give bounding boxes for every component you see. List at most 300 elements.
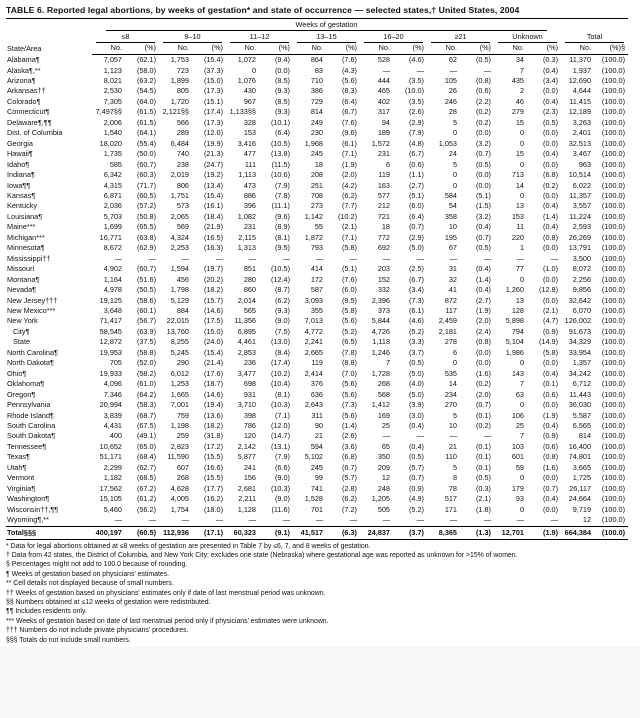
count-cell: 12 <box>381 473 390 483</box>
percent-cell: (100.0) <box>601 358 626 368</box>
count-cell: 5,587 <box>572 410 592 420</box>
count-cell: 290 <box>176 358 189 368</box>
count-cell: 1,246 <box>371 347 390 357</box>
count-cell: 12,189 <box>568 107 592 117</box>
count-cell: 16,771 <box>99 232 122 242</box>
percent-cell: (100.0) <box>601 243 626 253</box>
table-row <box>6 66 628 76</box>
percent-cell: (6.6) <box>274 462 290 472</box>
count-cell: 1,699 <box>103 222 122 232</box>
table-row <box>6 285 628 295</box>
percent-column-header: (%)§ <box>597 43 628 55</box>
state-name: Virginia¶ <box>7 483 36 493</box>
count-cell: 231 <box>243 222 256 232</box>
percent-cell: (7.9) <box>408 128 424 138</box>
percent-cell: (0.0) <box>475 170 491 180</box>
percent-cell: (0.4) <box>543 65 559 75</box>
count-cell: 2,065 <box>170 211 189 221</box>
percent-cell: (100.0) <box>601 201 626 211</box>
percent-cell: (5.6) <box>341 379 357 389</box>
percent-cell: (13.0) <box>270 337 290 347</box>
percent-cell: (9.1) <box>262 526 293 539</box>
percent-cell: (10.4) <box>270 379 290 389</box>
state-name: Alaska¶,** <box>7 65 41 75</box>
count-cell: 4,096 <box>103 379 122 389</box>
percent-cell: (2.0) <box>341 170 357 180</box>
percent-cell: (0.7) <box>475 232 491 242</box>
percent-cell: (100.0) <box>601 65 626 75</box>
percent-cell: (71.7) <box>136 180 156 190</box>
count-cell: 236 <box>243 358 256 368</box>
count-cell: 5,104 <box>505 337 524 347</box>
count-cell: 77 <box>515 264 524 274</box>
percent-cell: — <box>483 431 491 441</box>
table-row <box>6 358 628 368</box>
percent-cell: (7.3) <box>408 295 424 305</box>
count-cell: 1,986 <box>505 347 524 357</box>
percent-cell: (0.6) <box>543 441 559 451</box>
percent-cell: (5.7) <box>408 462 424 472</box>
footnote: * Data for legal abortions obtained at ≤8 weeks of gestation are presented in Table 7 by ≤6, 7, and 8 weeks of gestation. <box>6 542 371 550</box>
count-cell: 24,664 <box>568 494 592 504</box>
count-cell: — <box>382 515 390 525</box>
header-spacer <box>561 19 628 32</box>
percent-cell: (0.4) <box>543 420 559 430</box>
percent-cell: (100.0) <box>601 285 626 295</box>
count-cell: 6,565 <box>572 420 592 430</box>
count-cell: 332 <box>377 285 390 295</box>
count-cell: 156 <box>243 473 256 483</box>
count-cell: 2,142 <box>237 441 256 451</box>
percent-cell: (15.5) <box>203 452 223 462</box>
state-name: Total§§§ <box>6 526 92 539</box>
table-row <box>6 411 628 421</box>
count-cell: — <box>382 431 390 441</box>
percent-cell: (100.0) <box>601 170 626 180</box>
count-cell: 1,937 <box>572 65 592 75</box>
percent-cell: (54.5) <box>136 86 156 96</box>
percent-cell: (63.9) <box>136 326 156 336</box>
percent-cell: (9.6) <box>274 211 290 221</box>
percent-cell: (8.3) <box>341 86 357 96</box>
count-cell: 7 <box>385 358 390 368</box>
percent-cell: (15.5) <box>203 473 223 483</box>
percent-cell: (9.0) <box>274 316 290 326</box>
state-name: City¶ <box>13 326 30 336</box>
count-cell: 585 <box>109 159 122 169</box>
count-cell: 9,719 <box>572 504 592 514</box>
percent-cell: (18.7) <box>203 379 223 389</box>
percent-cell: (15.4) <box>203 55 223 65</box>
percent-cell: (2.1) <box>475 494 491 504</box>
count-cell: 16,400 <box>568 441 592 451</box>
percent-cell: (49.1) <box>136 431 156 441</box>
percent-cell: (8.8) <box>341 358 357 368</box>
percent-cell: (6.4) <box>341 96 357 106</box>
count-cell: — <box>248 253 256 263</box>
percent-cell: (61.5) <box>136 117 156 127</box>
percent-cell: (0.0) <box>543 473 559 483</box>
state-name: New Jersey††† <box>7 295 58 305</box>
percent-cell: (100.0) <box>601 420 626 430</box>
percent-cell: (15.1) <box>203 96 223 106</box>
footnotes <box>6 542 634 645</box>
percent-cell: (6.2) <box>341 494 357 504</box>
count-cell: 14 <box>448 379 457 389</box>
percent-cell: (0.5) <box>475 159 491 169</box>
count-cell: 7,305 <box>103 96 122 106</box>
percent-cell: (100.0) <box>601 96 626 106</box>
percent-cell: (9.3) <box>274 107 290 117</box>
count-cell: 864 <box>310 55 323 65</box>
count-cell: 806 <box>176 180 189 190</box>
percent-cell: (6.4) <box>274 128 290 138</box>
percent-cell: (18.4) <box>203 211 223 221</box>
table-row <box>6 233 628 243</box>
count-cell: 8,255 <box>170 337 189 347</box>
percent-cell: — <box>148 253 156 263</box>
count-cell: 33,954 <box>568 347 592 357</box>
count-cell: 851 <box>243 264 256 274</box>
percent-column-header: (%) <box>195 43 226 55</box>
percent-cell: (0.7) <box>408 473 424 483</box>
count-cell: 3,648 <box>103 305 122 315</box>
percent-cell: (2.1) <box>543 305 559 315</box>
percent-cell: (100.0) <box>601 410 626 420</box>
count-cell: 21 <box>314 431 323 441</box>
percent-cell: (4.6) <box>408 316 424 326</box>
percent-cell: (3.2) <box>475 138 491 148</box>
count-cell: 8,021 <box>103 76 122 86</box>
percent-cell: (9.5) <box>274 243 290 253</box>
count-cell: 63 <box>515 389 524 399</box>
count-cell: 83 <box>314 65 323 75</box>
count-cell: 11,415 <box>569 96 592 106</box>
percent-cell: (58.0) <box>136 65 156 75</box>
percent-cell: (37.3) <box>203 65 223 75</box>
table-row <box>6 160 628 170</box>
table-row <box>6 222 628 232</box>
count-cell: 1,798 <box>170 285 189 295</box>
no-column-header: No. <box>360 43 396 55</box>
count-cell: 1,968 <box>304 138 323 148</box>
table-row <box>6 254 628 264</box>
count-cell: 786 <box>243 420 256 430</box>
count-cell: 2,396 <box>371 295 390 305</box>
count-cell: 350 <box>377 452 390 462</box>
percent-cell: (100.0) <box>601 138 626 148</box>
percent-cell: (6.2) <box>274 295 290 305</box>
percent-cell: — <box>282 253 290 263</box>
percent-cell: (58.3) <box>136 400 156 410</box>
percent-cell: (17.2) <box>203 441 223 451</box>
percent-cell: — <box>349 253 357 263</box>
state-name: Maine*** <box>7 222 36 232</box>
percent-cell: (1.4) <box>341 420 357 430</box>
no-column-header: No. <box>92 43 128 55</box>
count-cell: 245 <box>310 149 323 159</box>
percent-cell: (1.9) <box>530 526 561 539</box>
percent-cell: — <box>416 431 424 441</box>
percent-cell: (9.3) <box>274 86 290 96</box>
percent-cell: (0.1) <box>475 441 491 451</box>
count-cell: 128 <box>511 305 524 315</box>
count-cell: 11,357 <box>569 191 592 200</box>
weeks-of-gestation-label: Weeks of gestation <box>106 19 547 31</box>
count-cell: 7,346 <box>103 389 122 399</box>
no-column-header: No. <box>293 43 329 55</box>
count-cell: 4,644 <box>572 86 592 96</box>
percent-cell: (0.4) <box>543 222 559 232</box>
count-cell: 34,329 <box>568 337 592 347</box>
count-cell: 241 <box>243 462 256 472</box>
percent-cell: (5.6) <box>341 76 357 86</box>
percent-cell: — <box>215 515 223 525</box>
count-cell: 477 <box>243 149 256 159</box>
count-cell: 3,416 <box>237 138 256 148</box>
percent-cell: (16.3) <box>203 243 223 253</box>
percent-cell: (58.2) <box>136 368 156 378</box>
count-cell: 1 <box>519 243 524 253</box>
percent-cell: (50.8) <box>136 211 156 221</box>
count-cell: 566 <box>176 117 189 127</box>
table-row <box>6 390 628 400</box>
percent-cell: (62.9) <box>136 243 156 253</box>
count-cell: 171 <box>444 504 457 514</box>
percent-cell: (1.1) <box>408 170 424 180</box>
state-name: Montana¶ <box>7 274 40 284</box>
count-cell: 0 <box>452 180 457 190</box>
percent-cell: (100.0) <box>601 316 626 326</box>
count-cell: 12 <box>582 515 592 525</box>
table-row <box>6 505 628 515</box>
count-cell: 721 <box>377 211 390 221</box>
percent-cell: (56.2) <box>136 504 156 514</box>
table-row <box>6 76 628 86</box>
percent-cell: (52.0) <box>136 358 156 368</box>
percent-column-header: (%) <box>128 43 159 55</box>
count-cell: 24 <box>448 149 457 159</box>
percent-cell: (60.5) <box>136 191 156 200</box>
percent-column-header: (%) <box>463 43 494 55</box>
count-cell: — <box>449 65 457 75</box>
percent-cell: (17.1) <box>195 526 226 539</box>
count-cell: 231 <box>377 149 390 159</box>
percent-cell: (7.1) <box>274 410 290 420</box>
count-cell: 11 <box>516 222 524 232</box>
state-name: Nevada¶ <box>7 285 37 295</box>
count-cell: 106 <box>511 410 524 420</box>
percent-cell: (0.1) <box>475 410 491 420</box>
percent-cell: (7.6) <box>341 117 357 127</box>
count-cell: 1,118 <box>372 337 390 347</box>
percent-cell: — <box>550 515 559 525</box>
table-row <box>6 306 628 316</box>
count-cell: 5 <box>452 117 457 127</box>
percent-cell: (100.0) <box>601 86 626 96</box>
percent-cell: (0.0) <box>475 180 491 190</box>
count-cell: 430 <box>243 86 256 96</box>
percent-cell: (0.4) <box>543 149 559 159</box>
count-cell: 2,014 <box>237 295 256 305</box>
percent-cell: (17.6) <box>203 368 223 378</box>
table-row <box>6 118 628 128</box>
percent-cell: (100.0) <box>601 305 626 315</box>
percent-cell: (3.7) <box>408 347 424 357</box>
percent-cell: (10.6) <box>270 170 290 180</box>
table-row <box>6 191 628 201</box>
percent-cell: (0.0) <box>543 358 559 368</box>
percent-cell: (68.7) <box>136 410 156 420</box>
percent-cell: (60.7) <box>136 159 156 169</box>
percent-cell: (67.2) <box>136 483 156 493</box>
percent-cell: (8.7) <box>274 285 290 295</box>
count-cell: 51,171 <box>99 452 122 462</box>
percent-cell: (0.6) <box>543 389 559 399</box>
state-name: Mississippi†† <box>7 253 51 263</box>
table-row <box>6 264 628 274</box>
count-cell: 2,853 <box>237 347 256 357</box>
count-cell: 8 <box>452 473 457 483</box>
percent-cell: (13.1) <box>270 441 290 451</box>
percent-cell: — <box>550 253 559 263</box>
table-row <box>6 107 628 117</box>
count-cell: 444 <box>377 76 390 86</box>
percent-cell: (5.6) <box>341 389 357 399</box>
state-name: Indiana¶ <box>7 170 35 180</box>
count-cell: — <box>181 253 189 263</box>
count-cell: 21 <box>448 441 457 451</box>
count-cell: 55 <box>314 222 323 232</box>
table-row <box>6 484 628 494</box>
count-cell: 31 <box>448 264 457 274</box>
count-cell: 376 <box>310 379 323 389</box>
percent-cell: (100.0) <box>601 295 626 305</box>
percent-cell: (0.8) <box>475 76 491 86</box>
count-cell: 759 <box>176 410 189 420</box>
count-cell: 2,019 <box>170 170 189 180</box>
count-cell: 2,643 <box>304 400 323 410</box>
percent-cell: (11.1) <box>271 201 290 211</box>
percent-cell: (2.0) <box>475 389 491 399</box>
count-cell: 6,484 <box>170 138 189 148</box>
percent-cell: (0.2) <box>475 107 491 117</box>
percent-cell: (100.0) <box>601 253 626 263</box>
count-cell: 794 <box>511 326 524 336</box>
percent-cell: (5.6) <box>341 316 357 326</box>
count-cell: 400,197 <box>92 526 128 539</box>
state-name: Wisconsin††,¶¶ <box>7 504 59 514</box>
percent-cell: (0.0) <box>543 86 559 96</box>
count-cell: 355 <box>310 305 323 315</box>
percent-cell: (100.0) <box>601 232 626 242</box>
count-cell: 1,053 <box>438 138 457 148</box>
percent-cell: (0.5) <box>475 473 491 483</box>
percent-cell: (19.7) <box>203 264 223 274</box>
header-row-measures <box>6 43 628 55</box>
percent-cell: (7.9) <box>274 180 290 190</box>
count-cell: 6,871 <box>103 191 122 200</box>
count-cell: 105 <box>444 76 457 86</box>
count-cell: 71,417 <box>99 316 122 326</box>
count-cell: 713 <box>511 170 524 180</box>
count-cell: 209 <box>377 462 390 472</box>
count-cell: 208 <box>310 170 323 180</box>
count-cell: 2 <box>519 86 524 96</box>
count-cell: 963 <box>578 159 592 169</box>
gestation-category-header <box>494 31 561 43</box>
count-cell: 473 <box>243 180 256 190</box>
table-body <box>6 55 628 539</box>
percent-cell: (16.5) <box>203 232 223 242</box>
percent-cell: (1.5) <box>475 201 491 211</box>
count-cell: 32,513 <box>568 138 592 148</box>
count-cell: 62 <box>448 55 457 65</box>
percent-cell: (5.7) <box>341 473 357 483</box>
percent-cell: (18.2) <box>203 420 223 430</box>
count-cell: 65 <box>381 441 390 451</box>
count-cell: 594 <box>310 441 323 451</box>
percent-cell: (17.4) <box>270 358 290 368</box>
gestation-category-label: ≤8 <box>96 32 155 43</box>
count-cell: 117 <box>445 305 457 315</box>
percent-cell: (2.9) <box>408 232 424 242</box>
percent-cell: (9.0) <box>274 494 290 504</box>
footnote: § Percentages might not add to 100.0 because of rounding. <box>6 561 188 569</box>
table-row <box>6 379 628 389</box>
percent-cell: (9.6) <box>341 128 357 138</box>
count-cell: 0 <box>452 170 457 180</box>
percent-cell: (100.0) <box>601 211 626 221</box>
table-row <box>6 201 628 211</box>
count-cell: 10 <box>448 420 457 430</box>
table-row <box>6 128 628 138</box>
percent-cell: (0.4) <box>543 494 559 504</box>
count-cell: — <box>114 515 122 525</box>
count-cell: 110 <box>445 452 457 462</box>
percent-cell: (0.3) <box>475 483 491 493</box>
percent-cell: (0.4) <box>475 222 491 232</box>
count-cell: 0 <box>519 191 524 200</box>
percent-cell: (0.2) <box>475 117 491 127</box>
count-cell: 1,260 <box>505 285 524 295</box>
percent-cell: (31.8) <box>203 431 223 441</box>
percent-cell: (6.1) <box>341 138 357 148</box>
percent-cell: (2.8) <box>341 483 357 493</box>
percent-cell: (68.4) <box>136 452 156 462</box>
count-cell: 4,628 <box>170 483 189 493</box>
percent-cell: (6.7) <box>408 149 424 159</box>
count-cell: 1,205 <box>371 494 390 504</box>
count-cell: — <box>382 65 390 75</box>
percent-cell: (2.5) <box>408 264 424 274</box>
footnote: ††† Numbers do not include private physicians' procedures. <box>6 627 189 635</box>
count-cell: 317 <box>377 107 390 117</box>
count-cell: 692 <box>377 243 390 253</box>
percent-cell: (0.0) <box>543 295 559 305</box>
count-cell: 169 <box>377 410 390 420</box>
count-cell: 8,365 <box>427 526 463 539</box>
count-cell: 74,801 <box>568 452 592 462</box>
percent-cell: (5.0) <box>408 389 424 399</box>
percent-cell: (68.5) <box>136 473 156 483</box>
percent-cell: (0.1) <box>475 452 491 462</box>
count-cell: 4,902 <box>103 264 122 274</box>
count-cell: 32,642 <box>568 295 592 305</box>
table-row <box>6 327 628 337</box>
count-cell: 14 <box>515 180 524 190</box>
percent-cell: (100.0) <box>601 347 626 357</box>
